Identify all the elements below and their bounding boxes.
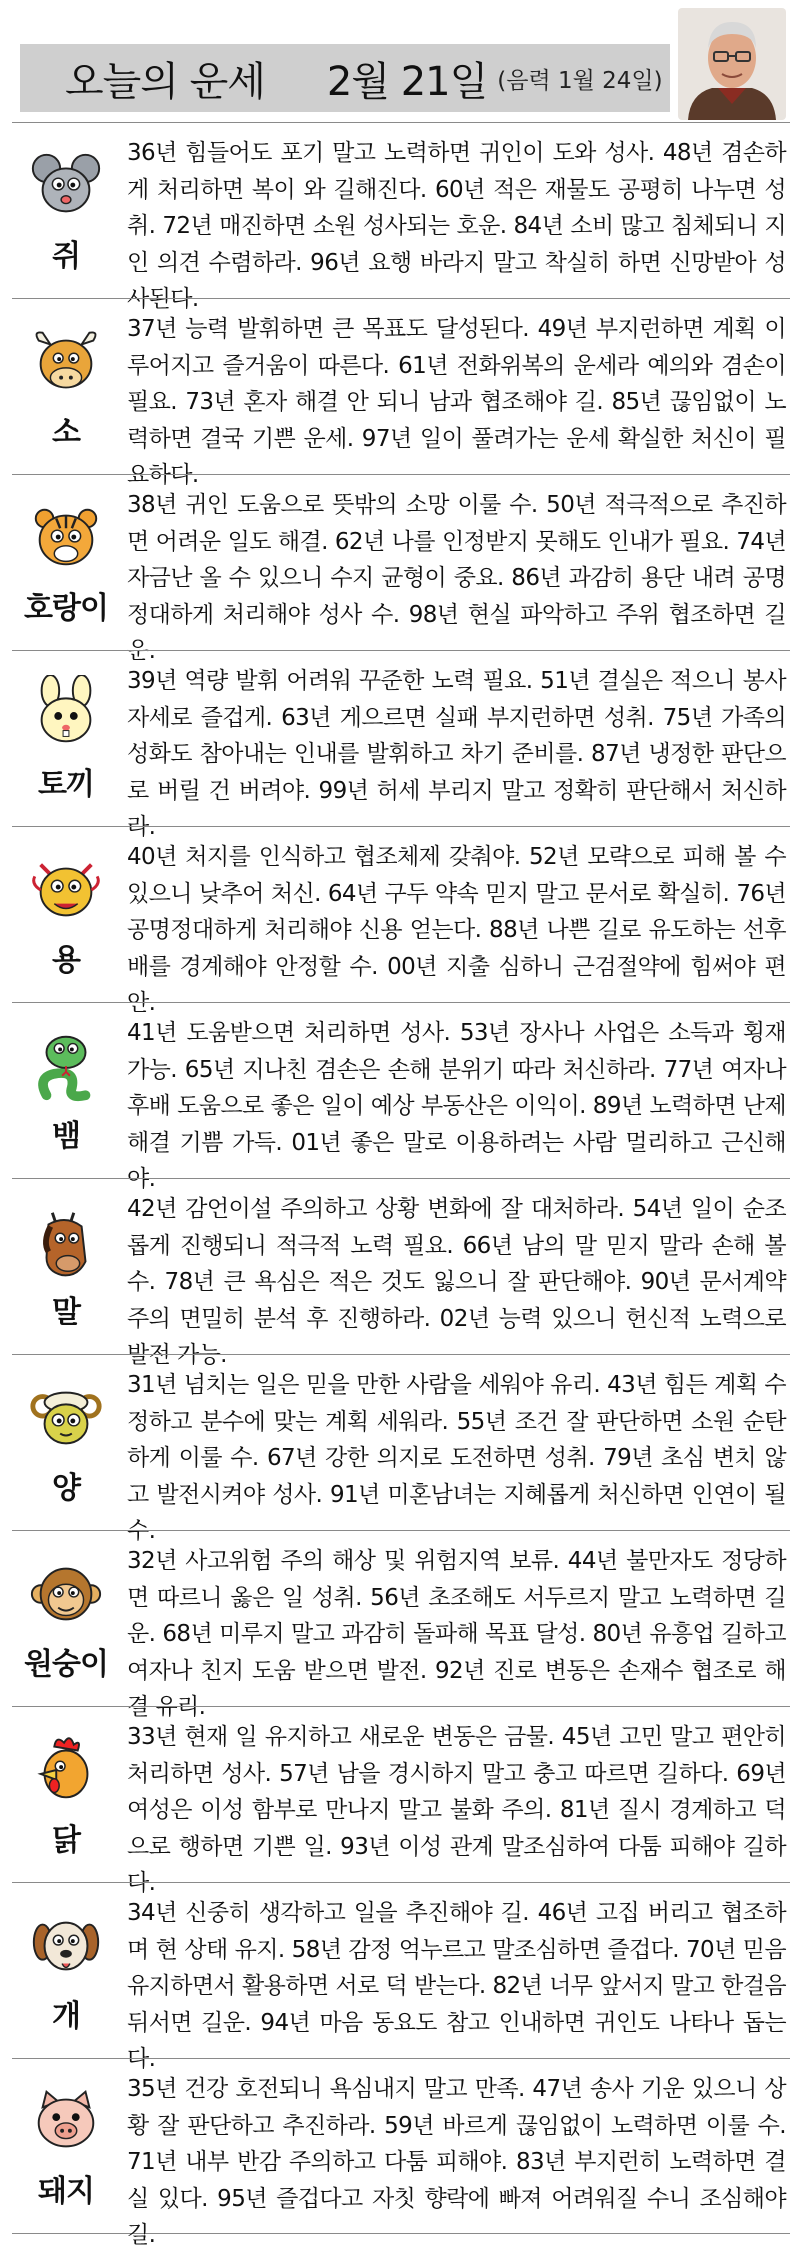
rat-icon — [27, 147, 105, 225]
zodiac-cell — [12, 475, 120, 650]
zodiac-cell — [12, 1003, 120, 1178]
fortune-text: 40년 처지를 인식하고 협조체제 갖춰야. 52년 모략으로 피해 볼 수 있으니 낮추어 처신. 64년 구두 약속 믿지 말고 문서로 확실히. 76년 공명정대하게 처리해야 신용 얻는다. 88년 나쁜 길로 유도하는 선후배를 경계해야 안정할 수. 00년 지출 심하니 근검절약에 힘써야 편안. — [127, 844, 786, 1016]
pig-icon — [27, 2082, 105, 2160]
tiger-icon — [27, 499, 105, 577]
page-title: 오늘의 운세 — [65, 58, 265, 105]
portrait-image — [678, 8, 786, 120]
fortune-text: 33년 현재 일 유지하고 새로운 변동은 금물. 45년 고민 말고 편안히 처리하면 성사. 57년 남을 경시하지 말고 충고 따르면 길하다. 69년 여성은 이성 함부로 만나지 말고 불화 주의. 81년 질시 경계하고 덕으로 행하면 기쁜 일. 93년 이성 관계 말조심하여 다툼 피해야 길하다. — [127, 1724, 786, 1896]
zodiac-cell — [12, 299, 120, 474]
title-bar — [20, 44, 670, 112]
fortune-text: 35년 건강 호전되니 욕심내지 말고 만족. 47년 송사 기운 있으니 상황 잘 판단하고 추진하라. 59년 바르게 끊임없이 노력하면 이룰 수. 71년 내부 반감 주의하고 다툼 피해야. 83년 부지런히 노력하면 결실 있다. 95년 즐겁다고 자칫 향락에 빠져 어려워질 수니 조심해야 길. — [127, 2076, 786, 2248]
horse-icon — [27, 1203, 105, 1281]
zodiac-name: 개 — [52, 1998, 80, 2034]
zodiac-name: 닭 — [52, 1822, 80, 1858]
fortune-row-monkey — [12, 1530, 790, 1720]
rooster-icon — [27, 1731, 105, 1809]
fortune-text: 32년 사고위험 주의 해상 및 위험지역 보류. 44년 불만자도 정당하면 따르니 옳은 일 성취. 56년 초조해도 서두르지 말고 노력하면 길운. 68년 미루지 말고 과감히 돌파해 목표 달성. 80년 유흥업 길하고 여자나 친지 도움 받으면 발전. 92년 진로 변동은 손재수 협조로 해결 유리. — [127, 1548, 786, 1720]
ox-icon — [27, 323, 105, 401]
zodiac-cell — [12, 123, 120, 298]
zodiac-name: 소 — [52, 414, 80, 450]
zodiac-name: 쥐 — [52, 238, 80, 274]
fortune-row-rabbit — [12, 650, 790, 840]
fortune-row-ox — [12, 298, 790, 488]
fortune-row-pig — [12, 2058, 790, 2248]
zodiac-cell — [12, 1707, 120, 1882]
fortune-text: 38년 귀인 도움으로 뜻밖의 소망 이룰 수. 50년 적극적으로 추진하면 어려운 일도 해결. 62년 나를 인정받지 못해도 인내가 필요. 74년 자금난 올 수 있으니 수지 균형이 중요. 86년 과감히 용단 내려 공명정대하게 처리해야 성사 수. 98년 현실 파악하고 주위 협조하면 길운. — [127, 492, 786, 664]
zodiac-name: 원숭이 — [24, 1646, 108, 1682]
fortune-text: 31년 넘치는 일은 믿을 만한 사람을 세워야 유리. 43년 힘든 계획 수정하고 분수에 맞는 계획 세워라. 55년 조건 잘 판단하면 소원 순탄하게 이룰 수. 67년 강한 의지로 도전하면 성취. 79년 초심 변치 않고 발전시켜야 성사. 91년 미혼남녀는 지혜롭게 처신하면 인연이 될 수. — [127, 1372, 786, 1544]
zodiac-name: 호랑이 — [24, 590, 108, 626]
fortune-text: 37년 능력 발휘하면 큰 목표도 달성된다. 49년 부지런하면 계획 이루어지고 즐거움이 따른다. 61년 전화위복의 운세라 예의와 겸손이 필요. 73년 혼자 해결 안 되니 남과 협조해야 길. 85년 끊임없이 노력하면 결국 기쁜 운세. 97년 일이 풀려가는 운세 확실한 처신이 필요하다. — [127, 316, 786, 488]
fortune-row-rat — [12, 122, 790, 312]
zodiac-cell — [12, 2059, 120, 2233]
zodiac-cell — [12, 827, 120, 1002]
fortune-text: 42년 감언이설 주의하고 상황 변화에 잘 대처하라. 54년 일이 순조롭게 진행되니 적극적 노력 필요. 66년 남의 말 믿지 말라 손해 볼 수. 78년 큰 욕심은 적은 것도 잃으니 잘 판단해야. 90년 문서계약 주의 면밀히 분석 후 진행하라. 02년 능력 있으니 헌신적 노력으로 발전 가능. — [127, 1196, 786, 1368]
rabbit-icon — [27, 675, 105, 753]
fortune-row-horse — [12, 1178, 790, 1368]
header — [0, 0, 800, 122]
monkey-icon — [27, 1555, 105, 1633]
dragon-icon — [27, 851, 105, 929]
dog-icon — [27, 1907, 105, 1985]
fortune-row-dragon — [12, 826, 790, 1016]
lunar-date: (음력 1월 24일) — [497, 67, 663, 94]
zodiac-name: 뱀 — [52, 1118, 80, 1154]
zodiac-name: 용 — [52, 942, 80, 978]
fortune-row-dog — [12, 1882, 790, 2072]
zodiac-name: 양 — [52, 1470, 80, 1506]
solar-date: 2월 21일 — [326, 58, 488, 105]
fortune-text: 36년 힘들어도 포기 말고 노력하면 귀인이 도와 성사. 48년 겸손하게 처리하면 복이 와 길해진다. 60년 적은 재물도 공평히 나누면 성취. 72년 매진하면 소원 성사되는 호운. 84년 소비 많고 침체되니 지인 의견 수렴하라. 96년 요행 바라지 말고 착실히 하면 신망받아 성사된다. — [127, 140, 786, 312]
zodiac-cell — [12, 1179, 120, 1354]
fortune-row-snake — [12, 1002, 790, 1192]
zodiac-cell — [12, 1883, 120, 2058]
zodiac-name: 말 — [52, 1294, 80, 1330]
author-portrait — [678, 8, 786, 120]
zodiac-cell — [12, 1355, 120, 1530]
zodiac-cell — [12, 1531, 120, 1706]
fortune-row-rooster — [12, 1706, 790, 1896]
snake-icon — [27, 1027, 105, 1105]
fortune-text: 39년 역량 발휘 어려워 꾸준한 노력 필요. 51년 결실은 적으니 봉사 자세로 즐겁게. 63년 게으르면 실패 부지런하면 성취. 75년 가족의 성화도 참아내는 인내를 발휘하고 차기 준비를. 87년 냉정한 판단으로 버릴 건 버려야. 99년 허세 부리지 말고 정확히 판단해서 처신하라. — [127, 668, 786, 840]
fortune-text: 34년 신중히 생각하고 일을 추진해야 길. 46년 고집 버리고 협조하며 현 상태 유지. 58년 감정 억누르고 말조심하면 즐겁다. 70년 믿음 유지하면서 활용하면 서로 덕 받는다. 82년 너무 앞서지 말고 한걸음 뒤서면 길운. 94년 마음 동요도 참고 인내하면 귀인도 나타나 돕는다. — [127, 1900, 786, 2072]
fortune-row-sheep — [12, 1354, 790, 1544]
zodiac-cell — [12, 651, 120, 826]
zodiac-name: 토끼 — [38, 766, 94, 802]
sheep-icon — [27, 1379, 105, 1457]
fortune-list — [12, 122, 790, 2248]
fortune-text: 41년 도움받으면 처리하면 성사. 53년 장사나 사업은 소득과 횡재 가능. 65년 지나친 겸손은 손해 분위기 따라 처신하라. 77년 여자나 후배 도움으로 좋은 일이 예상 부동산은 이익이. 89년 노력하면 난제 해결 기쁨 가득. 01년 좋은 말로 이용하려는 사람 멀리하고 근신해야. — [127, 1020, 786, 1192]
fortune-row-tiger — [12, 474, 790, 664]
zodiac-name: 돼지 — [38, 2174, 94, 2209]
